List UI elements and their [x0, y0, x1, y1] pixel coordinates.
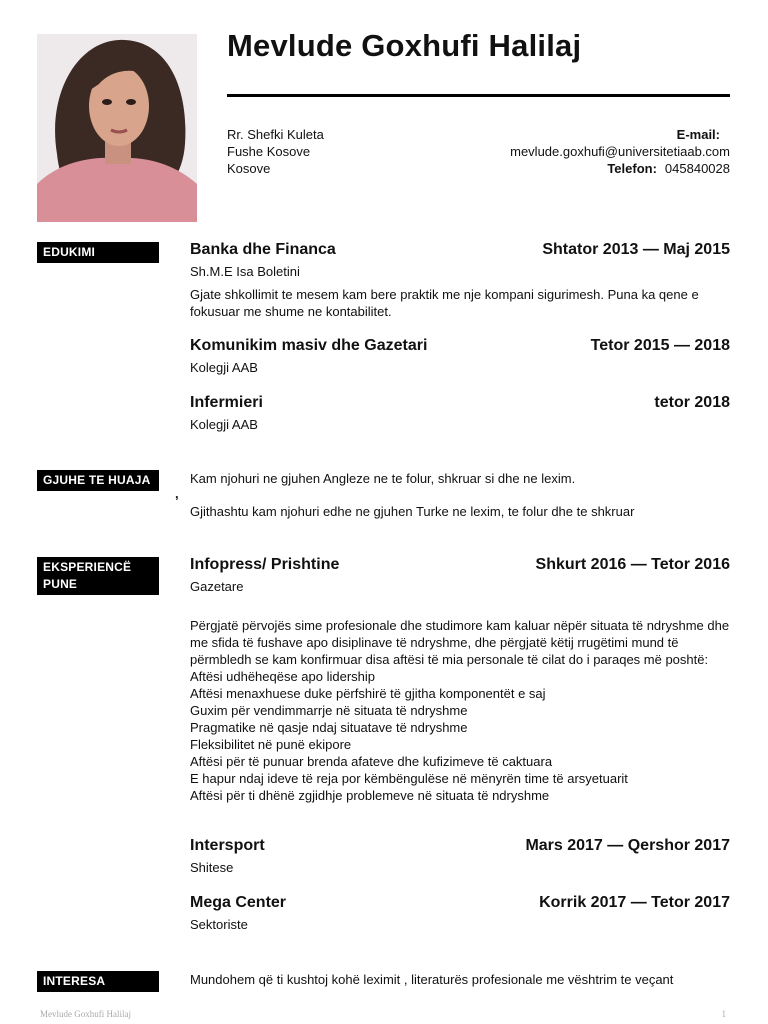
entry-role: Shitese [190, 860, 234, 875]
address-line: Rr. Shefki Kuleta [227, 127, 324, 142]
email-label: E-mail: [676, 127, 720, 142]
skill-item: E hapur ndaj ideve të reja por këmbëngulëse në mënyrën time të arsyetuarit [190, 771, 628, 786]
experience-entry [190, 837, 730, 876]
phone-label: Telefon: [607, 161, 657, 176]
section-label-languages: GJUHE TE HUAJA [37, 470, 159, 491]
languages-text [190, 470, 735, 520]
entry-date: Mars 2017 — Qershor 2017 [525, 837, 730, 854]
skill-item: Aftësi udhëheqëse apo lidership [190, 669, 376, 684]
entry-role: Gazetare [190, 579, 244, 594]
contact-block [510, 126, 730, 177]
entry-date: tetor 2018 [654, 394, 730, 411]
skill-item: Pragmatike në qasje ndaj situatave të ndryshme [190, 720, 468, 735]
entry-description: Gjate shkollimit te mesem kam bere praktik me nje kompani sigurimesh. Puna ka qene e fokusuar me shume ne kontabilitet. [190, 287, 699, 319]
experience-entry [190, 556, 730, 595]
address-block [227, 126, 324, 177]
section-label-education: EDUKIMI [37, 242, 159, 263]
skill-item: Aftësi për të punuar brenda afateve dhe kufizimeve të caktuara [190, 754, 553, 769]
entry-title: Komunikim masiv dhe Gazetari [190, 337, 428, 354]
entry-title: Mega Center [190, 894, 287, 911]
entry-title: Intersport [190, 837, 265, 854]
address-line: Kosove [227, 161, 271, 176]
phone-number: 045840028 [664, 161, 730, 176]
candidate-name: Mevlude Goxhufi Halilaj [227, 28, 582, 63]
education-entry [190, 337, 730, 376]
skill-item: Fleksibilitet në punë ekipore [190, 737, 352, 752]
profile-photo [37, 34, 197, 222]
entry-institution: Kolegji AAB [190, 417, 258, 432]
experience-intro: Përgjatë përvojës sime profesionale dhe studimore kam kaluar nëpër situata të ndryshme dhe me sfida të fushave apo disiplinave të ndryshme, dhe përgjatë këtij rrugëtimi mund të përmbledh se kam konfirmuar disa aftësi të mia personale të cilat do i paraqes më poshtë: [190, 618, 730, 667]
skill-item: Aftësi për ti dhënë zgjidhje problemeve në situata të ndryshme [190, 788, 550, 803]
education-entry [190, 241, 730, 320]
stray-mark: , [175, 486, 179, 501]
header-divider [227, 94, 730, 97]
footer-name: Mevlude Goxhufi Halilaj [40, 1009, 131, 1019]
entry-date: Tetor 2015 — 2018 [590, 337, 730, 354]
language-line: Gjithashtu kam njohuri edhe ne gjuhen Turke ne lexim, te folur dhe te shkruar [190, 504, 635, 519]
page-number: 1 [721, 1009, 726, 1019]
section-label-interests: INTERESA [37, 971, 159, 992]
education-entry [190, 394, 730, 433]
entry-institution: Kolegji AAB [190, 360, 258, 375]
experience-description [190, 617, 735, 804]
skill-item: Aftësi menaxhuese duke përfshirë të gjitha komponentët e saj [190, 686, 546, 701]
skill-item: Guxim për vendimmarrje në situata të ndryshme [190, 703, 468, 718]
email-link[interactable]: mevlude.goxhufi@universitetiaab.com [510, 144, 730, 159]
entry-role: Sektoriste [190, 917, 248, 932]
entry-date: Korrik 2017 — Tetor 2017 [539, 894, 730, 911]
entry-title: Infopress/ Prishtine [190, 556, 340, 573]
address-line: Fushe Kosove [227, 144, 311, 159]
entry-title: Banka dhe Financa [190, 241, 336, 258]
entry-date: Shkurt 2016 — Tetor 2016 [535, 556, 730, 573]
language-line: Kam njohuri ne gjuhen Angleze ne te folur, shkruar si dhe ne lexim. [190, 471, 576, 486]
entry-date: Shtator 2013 — Maj 2015 [542, 241, 730, 258]
experience-entry [190, 894, 730, 933]
section-label-experience: EKSPERIENCË PUNE [37, 557, 159, 595]
entry-title: Infermieri [190, 394, 263, 411]
interests-text: Mundohem që ti kushtoj kohë leximit , literaturës profesionale me vështrim te veçant [190, 972, 674, 987]
entry-institution: Sh.M.E Isa Boletini [190, 264, 300, 279]
